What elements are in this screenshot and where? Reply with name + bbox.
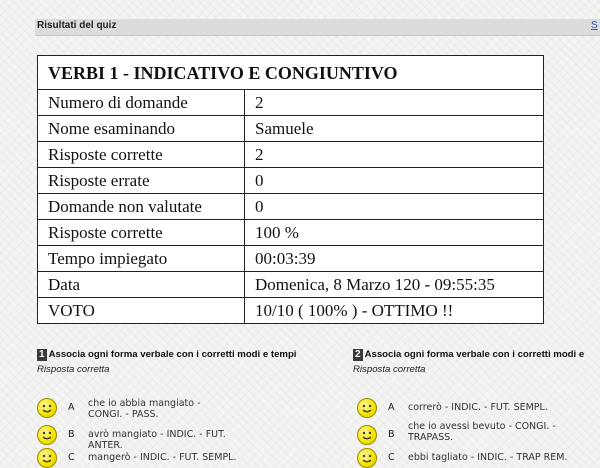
question-1 [37, 349, 296, 375]
row-value: 100 % [245, 220, 544, 246]
results-summary-table [37, 55, 544, 324]
table-row [38, 220, 543, 246]
row-label: Data [38, 272, 245, 298]
answer-status: Risposta corretta [37, 364, 110, 375]
smiley-face-icon [357, 398, 377, 418]
answer-letter: A [68, 402, 75, 413]
answer-text: avrò mangiato - INDIC. - FUT. ANTER. [88, 429, 226, 451]
table-row [38, 116, 543, 142]
header-link[interactable]: S [591, 20, 598, 31]
answer-text: correrò - INDIC. - FUT. SEMPL. [408, 402, 548, 413]
row-value: 00:03:39 [245, 246, 544, 272]
question-text: Associa ogni forma verbale con i corretti modi e tempi [48, 349, 297, 360]
table-row [38, 272, 543, 298]
row-label: Risposte corrette [38, 142, 245, 168]
smiley-face-icon [357, 425, 377, 445]
results-header-bar [35, 19, 600, 36]
smiley-face-icon [37, 425, 57, 445]
row-value: Samuele [245, 116, 544, 142]
answer-letter: C [388, 452, 395, 463]
answer-text: ebbi tagliato - INDIC. - TRAP REM. [408, 452, 568, 463]
answer-option [37, 448, 258, 468]
row-label: Tempo impiegato [38, 246, 245, 272]
row-value: 2 [245, 90, 544, 116]
quiz-title: VERBI 1 - INDICATIVO E CONGIUNTIVO [48, 63, 398, 83]
row-value: 2 [245, 142, 544, 168]
smiley-face-icon [357, 448, 377, 468]
question-text: Associa ogni forma verbale con i corretti modi e [364, 349, 585, 360]
answer-option [357, 448, 578, 468]
answer-letter: B [388, 429, 395, 440]
page-title: Risultati del quiz [37, 20, 117, 31]
row-label: VOTO [38, 298, 245, 324]
answer-text: che io avessi bevuto - CONGI. - TRAPASS. [408, 421, 556, 443]
row-label: Risposte corrette [38, 220, 245, 246]
answer-option [37, 398, 236, 420]
table-row [38, 194, 543, 220]
answer-letter: A [388, 402, 395, 413]
question-number: 2 [355, 349, 361, 360]
row-value: 0 [245, 194, 544, 220]
row-label: Domande non valutate [38, 194, 245, 220]
row-label: Numero di domande [38, 90, 245, 116]
row-label: Nome esaminando [38, 116, 245, 142]
question-number: 1 [39, 349, 45, 360]
smiley-face-icon [37, 398, 57, 418]
answer-option [357, 398, 578, 418]
row-value: 10/10 ( 100% ) - OTTIMO !! [245, 298, 544, 324]
answer-text: che io abbia mangiato - CONGI. - PASS. [88, 398, 201, 420]
table-row [38, 298, 543, 324]
table-row [38, 142, 543, 168]
table-row [38, 168, 543, 194]
smiley-face-icon [37, 448, 57, 468]
table-row [38, 246, 543, 272]
row-value: Domenica, 8 Marzo 120 - 09:55:35 [245, 272, 544, 298]
row-label: Risposte errate [38, 168, 245, 194]
answer-option [357, 421, 558, 445]
question-title [353, 349, 584, 361]
question-2 [353, 349, 584, 375]
row-value: 0 [245, 168, 544, 194]
answer-status: Risposta corretta [353, 364, 426, 375]
question-title [37, 349, 296, 361]
answer-text: mangerò - INDIC. - FUT. SEMPL. [88, 452, 237, 463]
table-row [38, 90, 543, 116]
answer-letter: B [68, 429, 75, 440]
answer-letter: C [68, 452, 75, 463]
